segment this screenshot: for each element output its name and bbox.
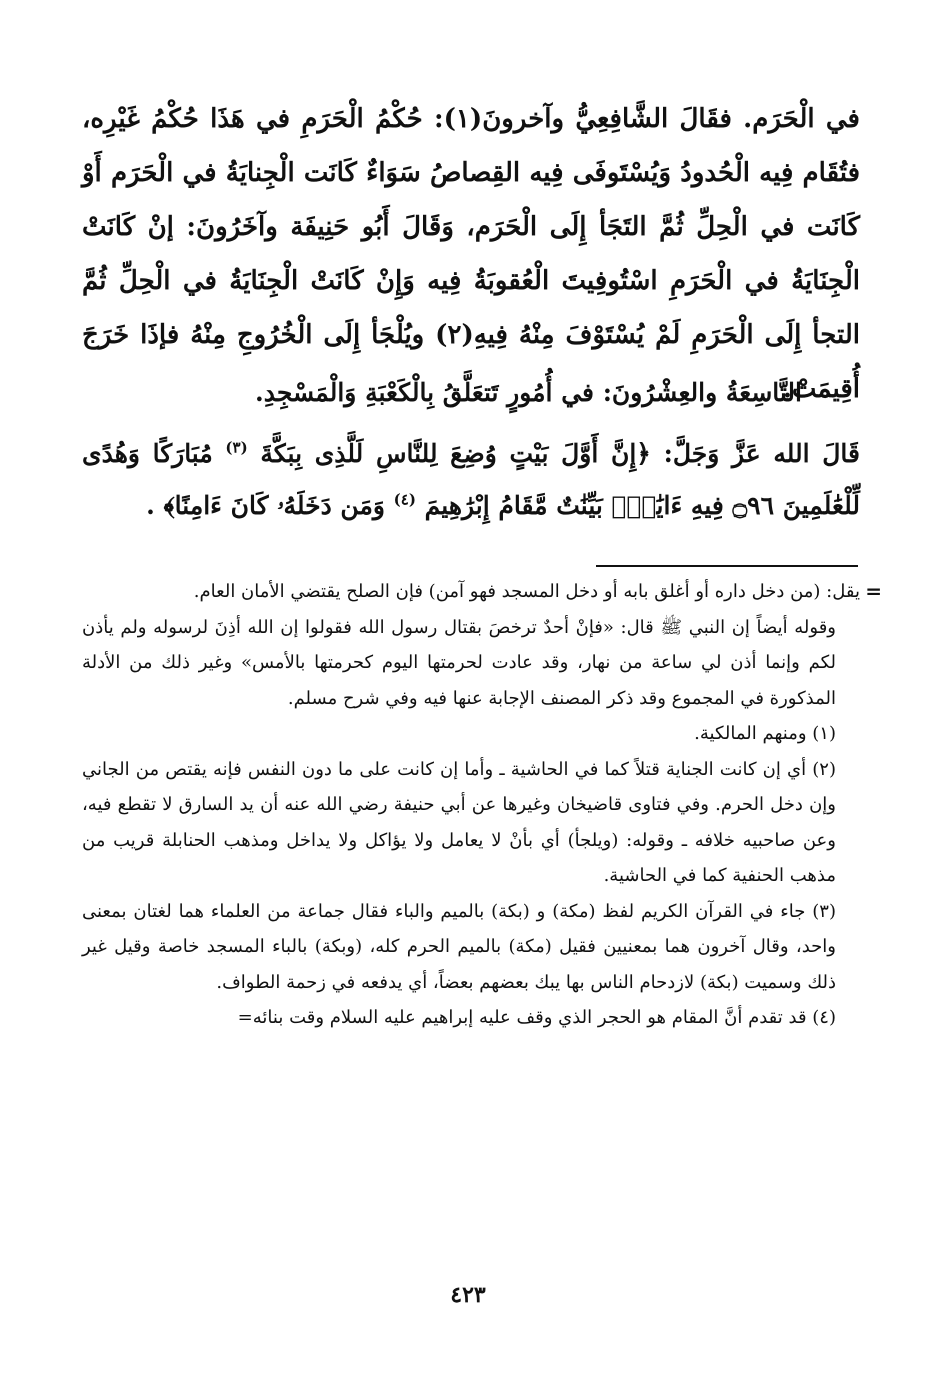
quran-verse-part3: وَمَن دَخَلَهُۥ كَانَ ءَامِنًا﴾ . [146,491,385,520]
footnote-1: (١) ومنهم المالكية. [694,723,836,744]
quran-verse-part1: ﴿إِنَّ أَوَّلَ بَيْتٍ وُضِعَ لِلنَّاسِ لَلَّذِى بِبَكَّةَ [260,439,651,468]
footnote-continued [82,574,882,610]
footnotes-block [82,574,882,1036]
footnote-divider [596,565,858,567]
page-number: ٤٢٣ [450,1282,486,1308]
quran-quote-block [82,428,860,532]
footnote-2: (٢) أي إن كانت الجناية قتلاً كما في الحاشية ـ وأما إن كانت على ما دون النفس فإنه يقتص من الجاني وإن دخل الحرم. وفي فتاوى قاضيخان وغيرها عن أبي حنيفة رضي الله عنه أن يد السارق لا تقطع فيه، وعن صاحبيه خلافه ـ وقوله: (ويلجأ) أي بأنْ لا يعامل ولا يؤاكل ولا يداخل ومذهب الحنابلة قريب من مذهب الحنفية كما في الحاشية. [82,758,837,886]
footnote-ref-4: (٤) [393,490,416,509]
quran-verse-part2: مُبَارَكًا وَهُدًى لِّلْعَٰلَمِينَ ۝٩٦ فِيهِ ءَايَٰتٌۢ بَيِّنَٰتٌ مَّقَامُ إِبْرَٰهِيمَ [82,439,860,520]
section-heading: التَّاسِعَةُ والعِشْرُونَ: في أُمُورٍ تَتعَلَّقُ بِالْكَعْبَةِ وَالْمَسْجِدِ. [255,378,802,407]
footnote-ref-3: (٣) [225,438,248,457]
quran-intro: قَالَ الله عَزَّ وَجَلَّ: [663,439,860,468]
footnote-continued-text: يقل: (من دخل داره أو أغلق بابه أو دخل المسجد فهو آمن) فإن الصلح يقتضي الأمان العام. [193,581,860,602]
footnote-4-continuation-mark: = [237,1007,253,1028]
footnote-3: (٣) جاء في القرآن الكريم لفظ (مكة) و (بكة) بالميم والباء فقال جماعة من العلماء هما لغتان بمعنى واحد، وقال آخرون هما بمعنيين فقيل (مكة) بالميم الحرم كله، (وبكة) بالباء المسجد خاصة وقيل غير ذلك وسميت (بكة) لازدحام الناس بها يبك بعضهم بعضاً، أي يدفعه في زحمة الطواف. [82,900,836,993]
footnote-continued-para2: وقوله أيضاً إن النبي ﷺ قال: «فإنْ أحدٌ ترخصَ بقتال رسول الله فقولوا إن الله أذِنَ لرسوله ولم يأذن لكم وإنما أذن لي ساعة من نهار، وقد عادت لحرمتها اليوم كحرمتها بالأمس» وغير ذلك من الأدلة المذكورة في المجموع وقد ذكر المصنف الإجابة عنها فيه وفي شرح مسلم. [82,616,836,709]
footnote-4-text: (٤) قد تقدم أنَّ المقام هو الحجر الذي وقف عليه إبراهيم عليه السلام وقت بنائه [252,1007,836,1028]
continuation-mark: = [865,579,882,603]
footnote-4 [82,1000,860,1036]
main-paragraph: في الْحَرَم. فقَالَ الشَّافِعِيُّ وآخرونَ(١): حُكْمُ الْحَرَمِ في هَذَا حُكْمُ غَيْرِه، فتُقَام فِيه الْحُدودُ وَيُسْتَوفَى فِيه القِصاصُ سَوَاءٌ كَانَت الْجِنايَةُ في الْحَرَم أَوْ كَانَت في الْحِلِّ ثُمَّ التَجَأ إِلَى الْحَرَم، وَقَالَ أَبُو حَنِيفَة وآخَرُونَ: إنْ كَانَتْ الْجِنَايَةُ في الْحَرَمِ اسْتُوفِيتَ الْعُقوبَةُ فِيه وَإِنْ كَانَتْ الْجِنَايَةُ في الْحِلِّ ثُمَّ التجأ إِلَى الْحَرَمِ لَمْ يُسْتَوْفَ مِنْهُ فِيهِ(٢) ويُلْجَأ إِلَى الْخُرُوجِ مِنْهُ فإذَا خَرَجَ أُقِيمَتْ. [82,104,860,404]
